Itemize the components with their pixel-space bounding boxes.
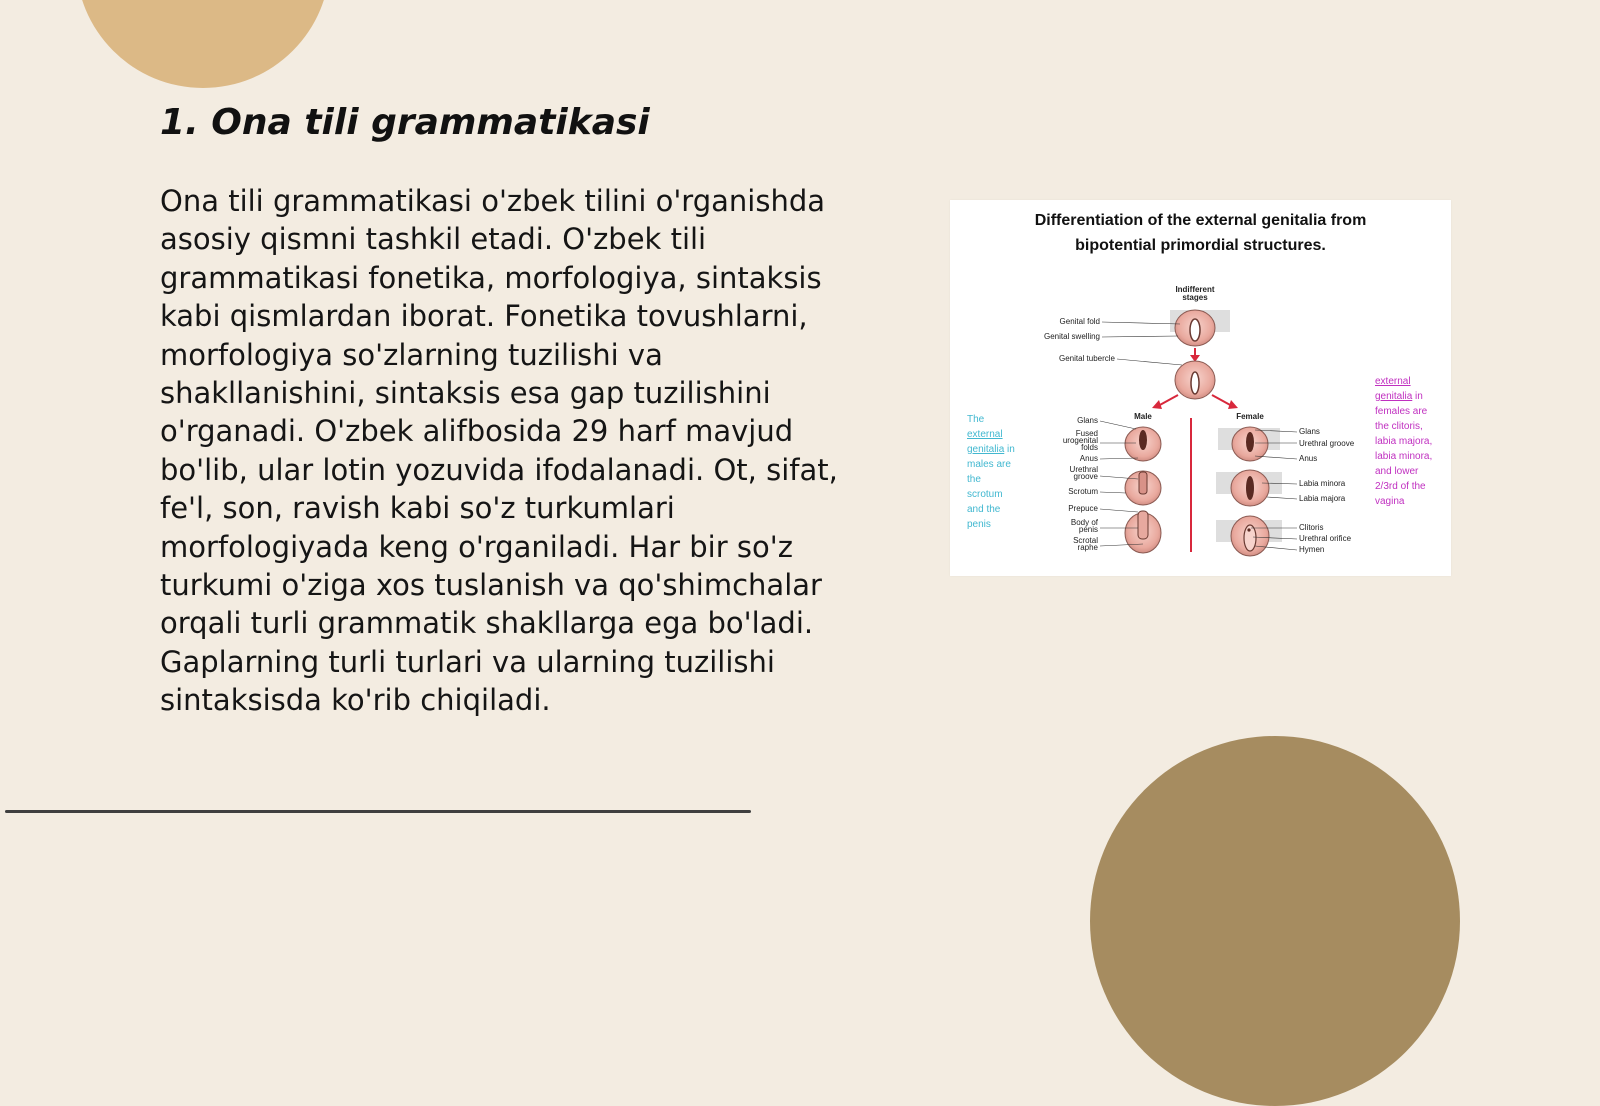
genital-fold-shape xyxy=(1190,319,1200,341)
slide-title: 1. Ona tili grammatikasi xyxy=(160,102,650,143)
label-female-glans: Glans xyxy=(1299,427,1320,436)
divider-line xyxy=(5,810,751,813)
leader-line xyxy=(1102,336,1178,337)
female-stage-2-groove xyxy=(1246,476,1254,500)
label-female-labia-majora: Labia majora xyxy=(1299,494,1346,503)
note-right-post: in females are the clitoris, labia majora, labia minora, and lower 2/3rd of the vagina xyxy=(1375,391,1433,507)
decorative-circle-bottom xyxy=(1090,736,1460,1106)
label-genital-swelling: Genital swelling xyxy=(1043,332,1100,341)
leader-line xyxy=(1100,458,1138,459)
arrow-to-female xyxy=(1212,395,1232,406)
label-male-glans: Glans xyxy=(1077,416,1098,425)
label-genital-fold: Genital fold xyxy=(1059,317,1100,326)
note-left-post: in males are the scrotum and the penis xyxy=(967,444,1015,530)
label-female-hymen: Hymen xyxy=(1299,545,1325,554)
male-stage-2-shaft xyxy=(1139,472,1147,494)
label-male-penis: penis xyxy=(1078,525,1098,534)
label-male-scrotal: Scrotal xyxy=(1073,536,1098,545)
label-male-groove: groove xyxy=(1073,472,1098,481)
figure-title-line2: bipotential primordial structures. xyxy=(1075,237,1326,254)
genital-tubercle-shape xyxy=(1191,372,1199,394)
label-male-anus: Anus xyxy=(1079,454,1098,463)
label-male-prepuce: Prepuce xyxy=(1068,504,1098,513)
note-female-external-genitalia xyxy=(1375,374,1435,509)
decorative-circle-top xyxy=(76,0,330,88)
figure-title-line1: Differentiation of the external genitalia from xyxy=(1034,212,1367,229)
female-stage-3-clitoris xyxy=(1247,528,1250,531)
leader-line xyxy=(1102,322,1180,324)
male-heading: Male xyxy=(1134,412,1152,421)
leader-line xyxy=(1267,497,1297,499)
leader-line xyxy=(1117,359,1182,365)
label-female-labia-minora: Labia minora xyxy=(1299,479,1346,488)
leader-line xyxy=(1100,492,1126,493)
label-male-urogenital: urogenital xyxy=(1062,436,1098,445)
label-female-urethral-orifice: Urethral orifice xyxy=(1299,534,1352,543)
indifferent-stage-line2: stages xyxy=(1182,293,1208,302)
label-genital-tubercle: Genital tubercle xyxy=(1058,354,1115,363)
female-stage-1-groove xyxy=(1246,432,1254,452)
label-female-clitoris: Clitoris xyxy=(1299,523,1324,532)
label-male-body-of: Body of xyxy=(1070,518,1098,527)
label-female-anus: Anus xyxy=(1299,454,1318,463)
male-stage-1-groove xyxy=(1139,430,1147,450)
leader-line xyxy=(1100,421,1136,429)
label-male-raphe: raphe xyxy=(1077,543,1098,552)
figure-image xyxy=(950,200,1451,576)
note-right-link[interactable]: external genitalia xyxy=(1375,376,1413,402)
male-stage-3-shaft xyxy=(1138,511,1148,539)
note-male-external-genitalia xyxy=(967,412,1017,532)
arrow-to-female-head xyxy=(1228,400,1238,409)
female-heading: Female xyxy=(1236,412,1264,421)
indifferent-stage-line1: Indifferent xyxy=(1175,285,1215,294)
arrow-to-male xyxy=(1158,395,1178,406)
label-male-scrotum: Scrotum xyxy=(1068,487,1098,496)
label-female-urethral-groove: Urethral groove xyxy=(1299,439,1355,448)
label-male-urethral: Urethral xyxy=(1069,465,1098,474)
slide-body-text: Ona tili grammatikasi o'zbek tilini o'rganishda asosiy qismni tashkil etadi. O'zbek tili grammatikasi fonetika, morfologiya, sintaksis kabi qismlardan iborat. Fonetika tovushlarni, morfologiya so'zlarning tuzilishi va shakllanishini, sintaksis esa gap tuzilishini o'rganadi. O'zbek alifbosida 29 harf mavjud bo'lib, ular lotin yozuvida ifodalanadi. Ot, sifat, fe'l, son, ravish kabi so'z turkumlari morfologiyada keng o'rganiladi. Har bir so'z turkumi o'ziga xos tuslanish va qo'shimchalar orqali turli grammatik shakllarga ega bo'ladi. Gaplarning turli turlari va ularning tuzilishi sintaksisda ko'rib chiqiladi. xyxy=(160,184,838,718)
label-male-fused: Fused xyxy=(1075,429,1098,438)
label-male-folds: folds xyxy=(1081,443,1098,452)
note-left-pre: The xyxy=(967,414,985,425)
figure-title xyxy=(950,208,1451,258)
leader-line xyxy=(1100,509,1138,512)
arrow-to-male-head xyxy=(1152,400,1162,409)
note-left-link[interactable]: external genitalia xyxy=(967,429,1005,455)
